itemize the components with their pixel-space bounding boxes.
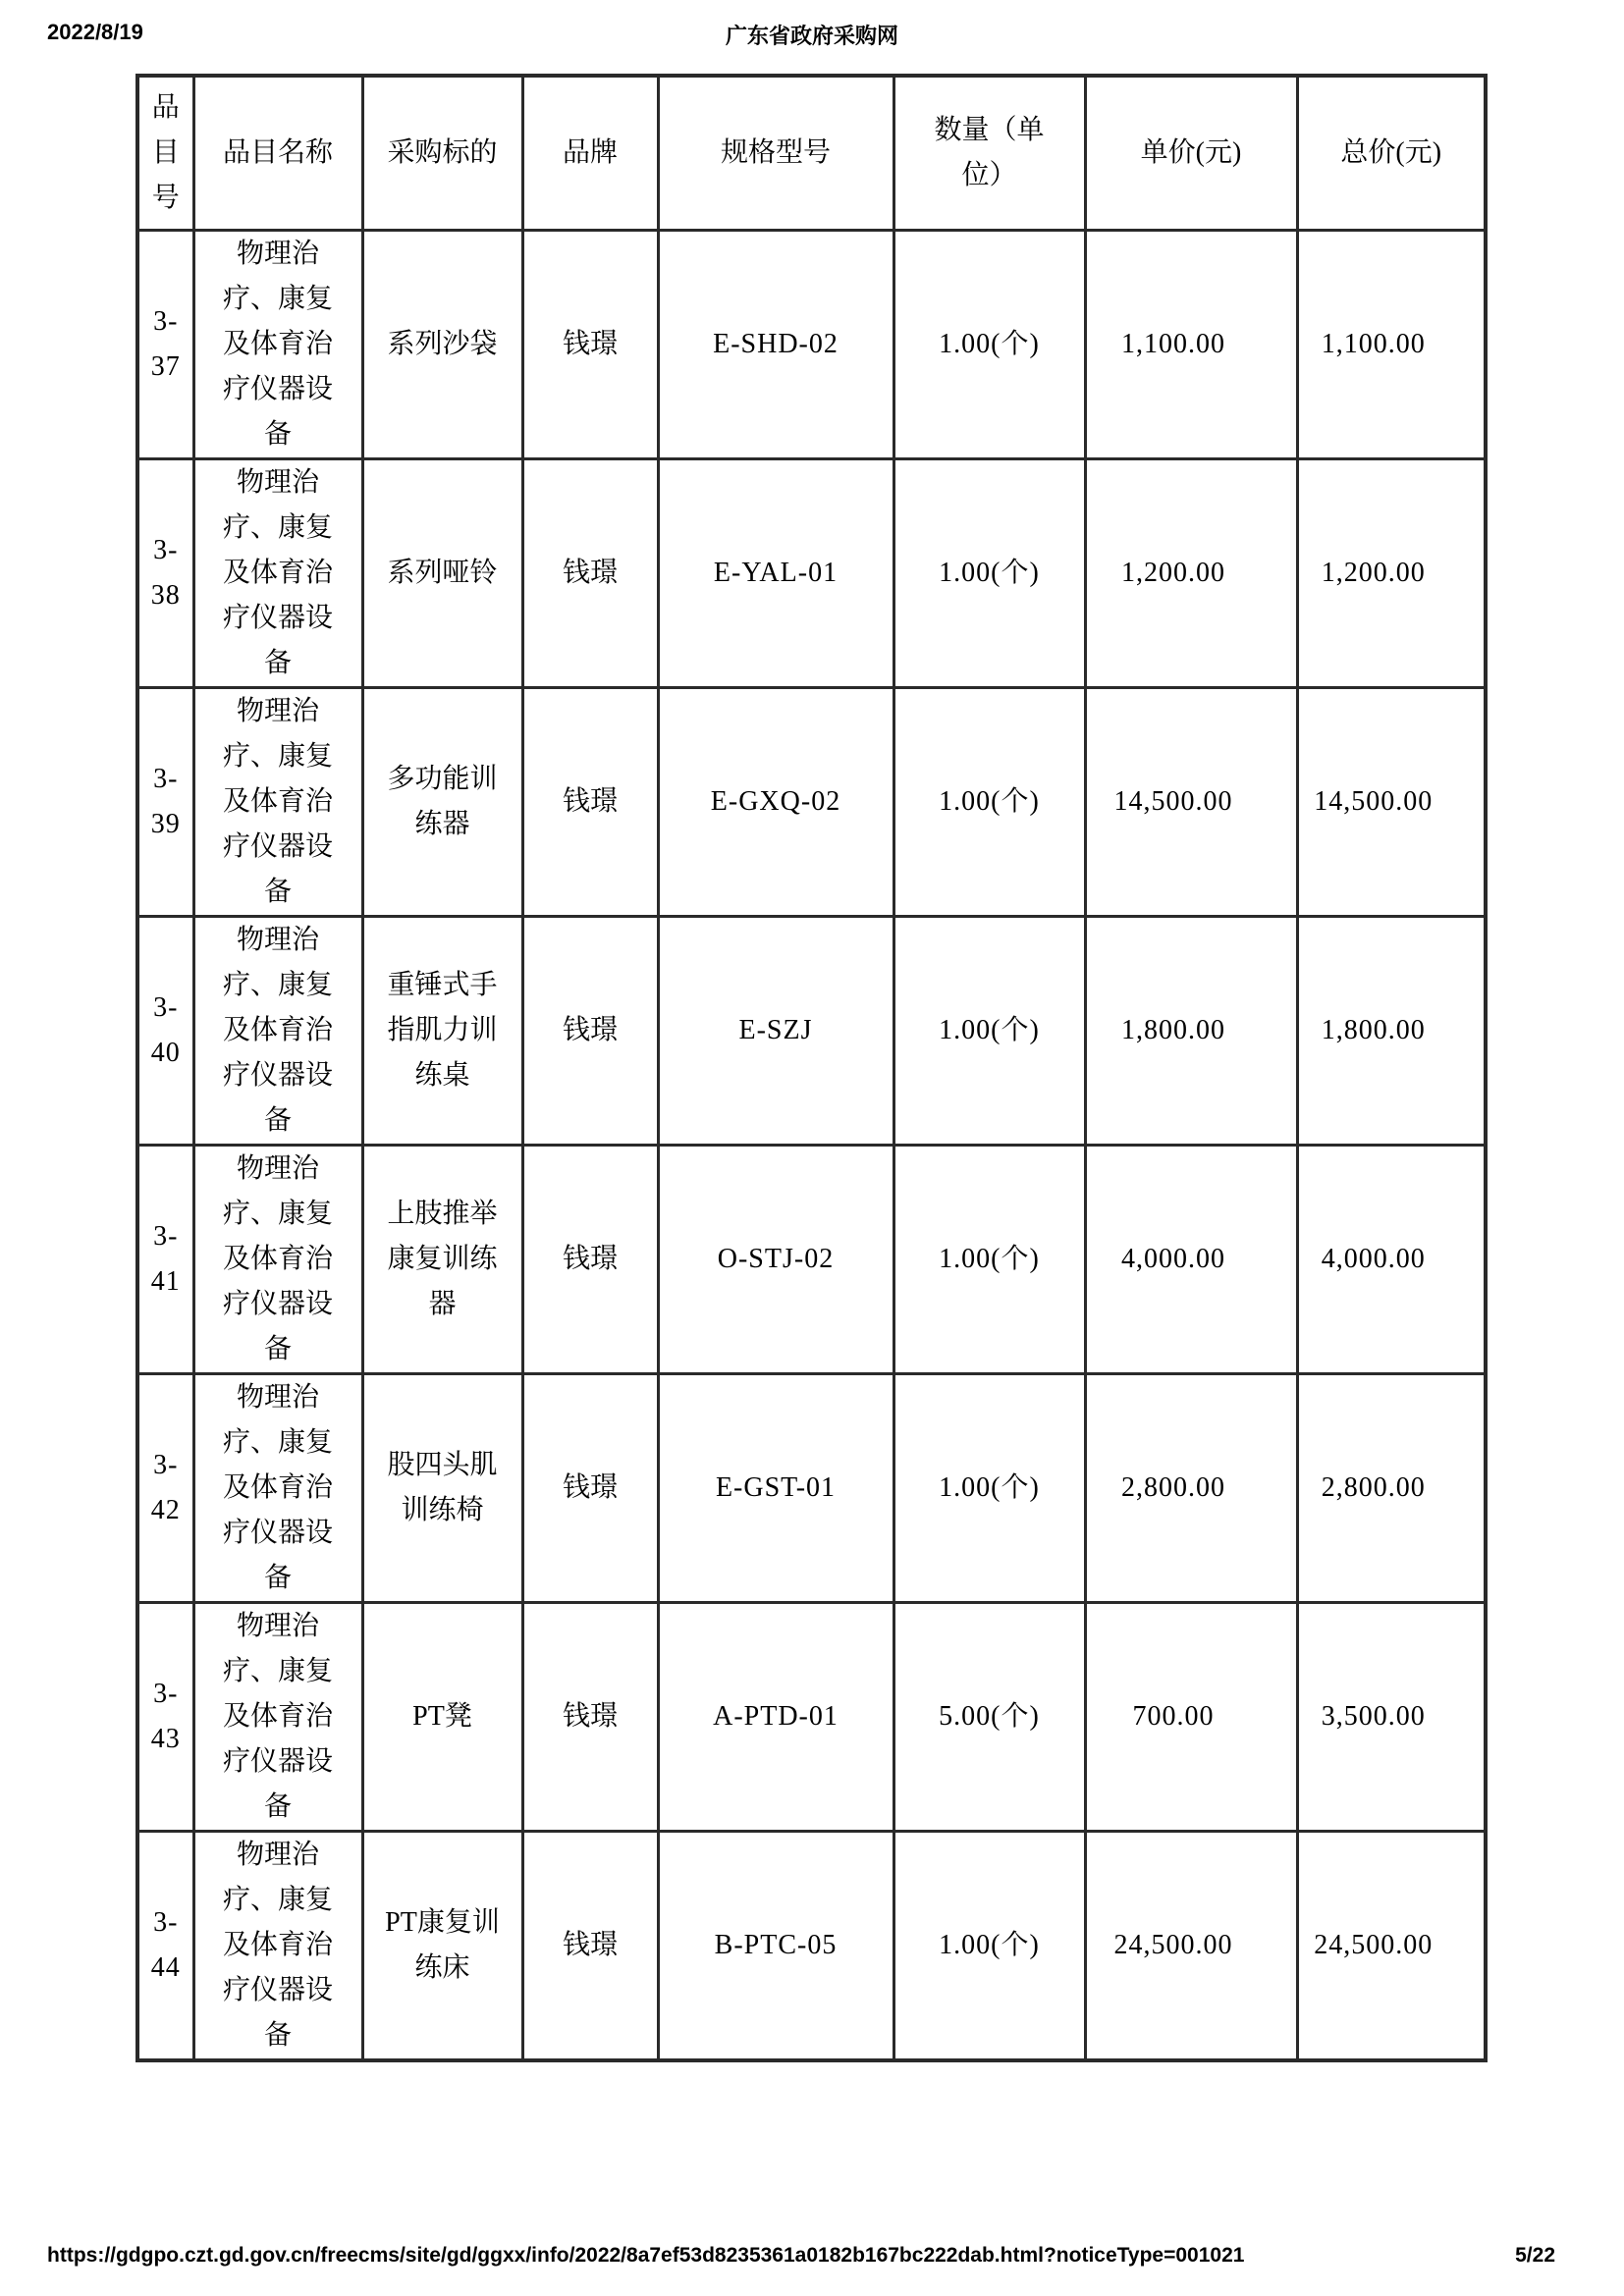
cell-total-price: 4,000.00 <box>1297 1145 1486 1373</box>
cell-total-price: 3,500.00 <box>1297 1602 1486 1831</box>
page-title: 广东省政府采购网 <box>725 24 899 48</box>
cell-item-name: 物理治疗、康复及体育治疗仪器设备 <box>193 1602 362 1831</box>
cell-total-price: 1,800.00 <box>1297 916 1486 1145</box>
cell-total-price: 1,200.00 <box>1297 458 1486 687</box>
cell-unit-price: 14,500.00 <box>1085 687 1297 916</box>
cell-model: E-SHD-02 <box>658 230 893 458</box>
cell-item-no: 3-42 <box>137 1373 193 1602</box>
cell-target: 上肢推举康复训练器 <box>362 1145 522 1373</box>
cell-model: E-GXQ-02 <box>658 687 893 916</box>
print-footer <box>47 2244 1555 2268</box>
cell-brand: 钱璟 <box>522 458 658 687</box>
header-brand: 品牌 <box>522 76 658 230</box>
cell-unit-price: 1,100.00 <box>1085 230 1297 458</box>
cell-brand: 钱璟 <box>522 1373 658 1602</box>
header-item-name: 品目名称 <box>193 76 362 230</box>
cell-model: A-PTD-01 <box>658 1602 893 1831</box>
cell-target: 股四头肌训练椅 <box>362 1373 522 1602</box>
cell-unit-price: 4,000.00 <box>1085 1145 1297 1373</box>
print-date: 2022/8/19 <box>47 20 143 44</box>
cell-item-no: 3-37 <box>137 230 193 458</box>
cell-item-name: 物理治疗、康复及体育治疗仪器设备 <box>193 916 362 1145</box>
cell-unit-price: 2,800.00 <box>1085 1373 1297 1602</box>
header-target: 采购标的 <box>362 76 522 230</box>
table-row <box>137 1373 1486 1602</box>
cell-quantity: 1.00(个) <box>893 230 1085 458</box>
cell-unit-price: 1,200.00 <box>1085 458 1297 687</box>
cell-item-no: 3-43 <box>137 1602 193 1831</box>
cell-brand: 钱璟 <box>522 1602 658 1831</box>
cell-quantity: 1.00(个) <box>893 458 1085 687</box>
table-row <box>137 916 1486 1145</box>
header-quantity: 数量（单位） <box>893 76 1085 230</box>
cell-total-price: 14,500.00 <box>1297 687 1486 916</box>
cell-model: E-SZJ <box>658 916 893 1145</box>
cell-item-name: 物理治疗、康复及体育治疗仪器设备 <box>193 1145 362 1373</box>
table-body <box>137 230 1486 2060</box>
cell-brand: 钱璟 <box>522 1831 658 2060</box>
cell-quantity: 1.00(个) <box>893 1831 1085 2060</box>
cell-total-price: 24,500.00 <box>1297 1831 1486 2060</box>
header-row <box>137 76 1486 230</box>
cell-brand: 钱璟 <box>522 916 658 1145</box>
procurement-table <box>135 74 1488 2062</box>
header-unit-price: 单价(元) <box>1085 76 1297 230</box>
table-header <box>137 76 1486 230</box>
header-item-no: 品目号 <box>137 76 193 230</box>
cell-total-price: 1,100.00 <box>1297 230 1486 458</box>
cell-unit-price: 24,500.00 <box>1085 1831 1297 2060</box>
cell-item-name: 物理治疗、康复及体育治疗仪器设备 <box>193 230 362 458</box>
cell-target: PT凳 <box>362 1602 522 1831</box>
cell-target: 重锤式手指肌力训练桌 <box>362 916 522 1145</box>
cell-unit-price: 1,800.00 <box>1085 916 1297 1145</box>
cell-model: B-PTC-05 <box>658 1831 893 2060</box>
cell-quantity: 1.00(个) <box>893 1145 1085 1373</box>
cell-quantity: 5.00(个) <box>893 1602 1085 1831</box>
cell-target: 系列哑铃 <box>362 458 522 687</box>
table-row <box>137 458 1486 687</box>
cell-target: 系列沙袋 <box>362 230 522 458</box>
print-header <box>47 20 1577 49</box>
cell-brand: 钱璟 <box>522 230 658 458</box>
cell-item-name: 物理治疗、康复及体育治疗仪器设备 <box>193 1831 362 2060</box>
cell-model: E-YAL-01 <box>658 458 893 687</box>
table-row <box>137 1145 1486 1373</box>
cell-quantity: 1.00(个) <box>893 687 1085 916</box>
footer-url: https://gdgpo.czt.gd.gov.cn/freecms/site/gd/ggxx/info/2022/8a7ef53d8235361a0182b167bc222dab.html?noticeType=001021 <box>47 2244 1245 2267</box>
header-model: 规格型号 <box>658 76 893 230</box>
cell-target: 多功能训练器 <box>362 687 522 916</box>
cell-item-no: 3-39 <box>137 687 193 916</box>
cell-item-no: 3-41 <box>137 1145 193 1373</box>
cell-item-name: 物理治疗、康复及体育治疗仪器设备 <box>193 458 362 687</box>
cell-total-price: 2,800.00 <box>1297 1373 1486 1602</box>
cell-quantity: 1.00(个) <box>893 916 1085 1145</box>
table-row <box>137 230 1486 458</box>
cell-item-no: 3-38 <box>137 458 193 687</box>
cell-unit-price: 700.00 <box>1085 1602 1297 1831</box>
cell-item-name: 物理治疗、康复及体育治疗仪器设备 <box>193 1373 362 1602</box>
cell-item-name: 物理治疗、康复及体育治疗仪器设备 <box>193 687 362 916</box>
table-row <box>137 1602 1486 1831</box>
page-number: 5/22 <box>1515 2244 1555 2267</box>
cell-brand: 钱璟 <box>522 1145 658 1373</box>
cell-model: O-STJ-02 <box>658 1145 893 1373</box>
table-row <box>137 687 1486 916</box>
cell-quantity: 1.00(个) <box>893 1373 1085 1602</box>
cell-brand: 钱璟 <box>522 687 658 916</box>
cell-item-no: 3-40 <box>137 916 193 1145</box>
header-total-price: 总价(元) <box>1297 76 1486 230</box>
cell-item-no: 3-44 <box>137 1831 193 2060</box>
table-row <box>137 1831 1486 2060</box>
cell-target: PT康复训练床 <box>362 1831 522 2060</box>
cell-model: E-GST-01 <box>658 1373 893 1602</box>
